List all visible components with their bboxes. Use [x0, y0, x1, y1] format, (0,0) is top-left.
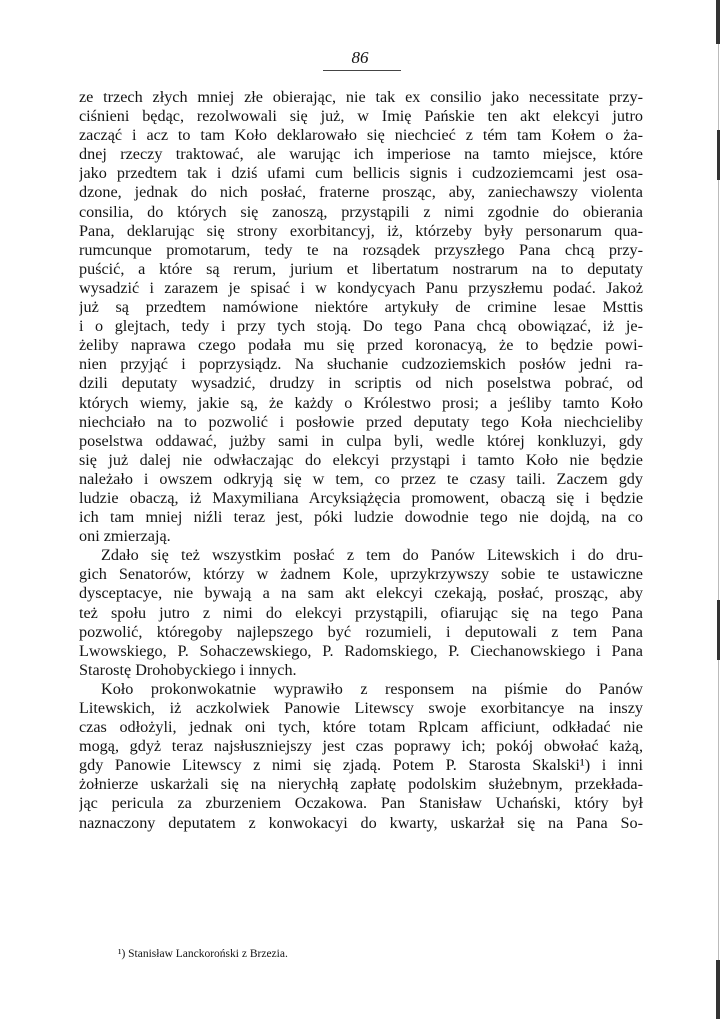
page-number: 86: [351, 48, 369, 67]
text-line: i o glejtach, tedy i przy tych stoją. Do tego Pana chcą obowiązać, iż je-: [79, 317, 643, 336]
footnote: ¹) Stanisław Lanckoroński z Brzezia.: [118, 948, 288, 960]
text-line: żołnierze uskarżali się na nierychłą zapłatę podolskim służebnym, przekłada-: [79, 775, 643, 794]
text-line: Zdało się też wszystkim posłać z tem do Panów Litewskich i do dru-: [101, 546, 643, 565]
text-line: puścić, a które są rerum, jurium et libertatum nostrarum na to deputaty: [79, 259, 643, 278]
text-line: Litewskich, iż aczkolwiek Panowie Litewscy swoje exorbitancye na inszy: [79, 699, 643, 717]
text-line: gich Senatorów, którzy w żadnem Kole, uprzykrzywszy sobie te ustawiczne: [79, 565, 643, 584]
text-line: dnej rzeczy traktować, ale warując ich imperiose na tamto miejsce, które: [79, 145, 643, 164]
text-line: których wiemy, jakie są, że każdy o Królestwo prosi; a jeśliby tamto Koło: [79, 393, 643, 412]
page-edge-mark: [716, 960, 720, 1019]
text-line: naznaczony deputatem z konwokacyi do kwarty, uskarżał się na Pana So-: [79, 813, 643, 832]
text-line: poselstwa oddawać, jużby sami in culpa byli, wedle której konkluzyi, gdy: [79, 431, 643, 450]
text-line: nien przyjąć i poprzysiądz. Na słuchanie cudzoziemskich posłów jedni ra-: [79, 355, 643, 374]
text-line: jako przedtem tak i dziś ufami cum bellicis signis i cudzoziemcami jest osa-: [79, 164, 643, 183]
text-line: mogą, gdyż teraz najsłuszniejszy jest czas poprawy ich; pokój obwołać każą,: [79, 737, 643, 756]
text-line: consilia, do których się zanoszą, przystąpili z nimi zgodnie do obierania: [79, 202, 643, 221]
text-line: dysceptacye, nie bywają a na sam akt elekcyi czekają, posłać, prosząc, aby: [79, 584, 643, 603]
text-line: rumcunque promotarum, tedy te na rozsądek przyszłego Pana chcą przy-: [79, 240, 643, 259]
text-line: zacząć i acz to tam Koło deklarowało się niechcieć z tém tam Kołem o ża-: [79, 126, 643, 145]
text-line: ciśnieni będąc, rezolwowali się już, w Imię Pańskie ten akt elekcyi jutro: [79, 107, 643, 126]
text-line: Starostę Drohobyckiego i innych.: [79, 660, 297, 679]
text-line: pozwolić, któregoby najlepszego być rozumieli, i deputowali z tem Pana: [79, 622, 643, 641]
text-line: czas odłożyli, jednak oni tych, które totam Rplcam afficiunt, odkładać nie: [79, 718, 643, 737]
body-text: [79, 88, 643, 833]
text-line: Lwowskiego, P. Sohaczewskiego, P. Radomskiego, P. Ciechanowskiego i Pana: [79, 641, 643, 660]
text-line: oni zmierzają.: [79, 527, 171, 546]
text-line: dzone, jednak do nich posłać, fraterne prosząc, aby, zaniechawszy violenta: [79, 183, 643, 202]
text-line: też społu jutro z nimi do elekcyi przystąpili, ofiarując się na tego Pana: [79, 603, 643, 622]
text-line: gdy Panowie Litewscy z nimi się zjadą. Potem P. Starosta Skalski¹) i inni: [79, 756, 643, 775]
text-line: Pana, deklarując się strony exorbitancyj, iż, którzeby były personarum qua-: [79, 221, 643, 240]
page-edge-mark: [716, 0, 720, 44]
text-line: jąc pericula za zburzeniem Oczakowa. Pan Stanisław Uchański, który był: [79, 794, 643, 813]
text-line: się już dalej nie odwłaczając do elekcyi przystąpi i tamto Koło nie będzie: [79, 450, 643, 469]
page-number-rule: [323, 70, 401, 71]
text-line: niechciało na to pozwolić i posłowie przed deputaty tego Koła niechcieliby: [79, 412, 643, 431]
text-line: wysadzić i zarazem je spisać i w kondycyach Panu przyszłemu podać. Jakoż: [79, 278, 643, 297]
text-line: ludzie obaczą, iż Maxymiliana Arcyksiążęcia promowent, obaczą się i będzie: [79, 488, 643, 507]
text-line: ze trzech złych mniej złe obierając, nie tak ex consilio jako necessitate przy-: [79, 88, 643, 106]
text-line: dzili deputaty wysadzić, drudzy in scriptis od nich poselstwa pobrać, od: [79, 374, 643, 393]
text-line: już są przedtem namówione niektóre artykuły de crimine lesae Msttis: [79, 298, 643, 317]
text-line: żeliby naprawa czego podała mu się przed koronacyą, że to będzie powi-: [79, 336, 643, 355]
text-line: ich tam mniej niźli teraz jest, póki ludzie dowodnie tego nie dojdą, na co: [79, 508, 643, 527]
text-line: należało i owszem odkryją się w tem, co przez te czasy taili. Zaczem gdy: [79, 469, 643, 488]
text-line: Koło prokonwokatnie wyprawiło z responsem na piśmie do Panów: [101, 679, 643, 698]
